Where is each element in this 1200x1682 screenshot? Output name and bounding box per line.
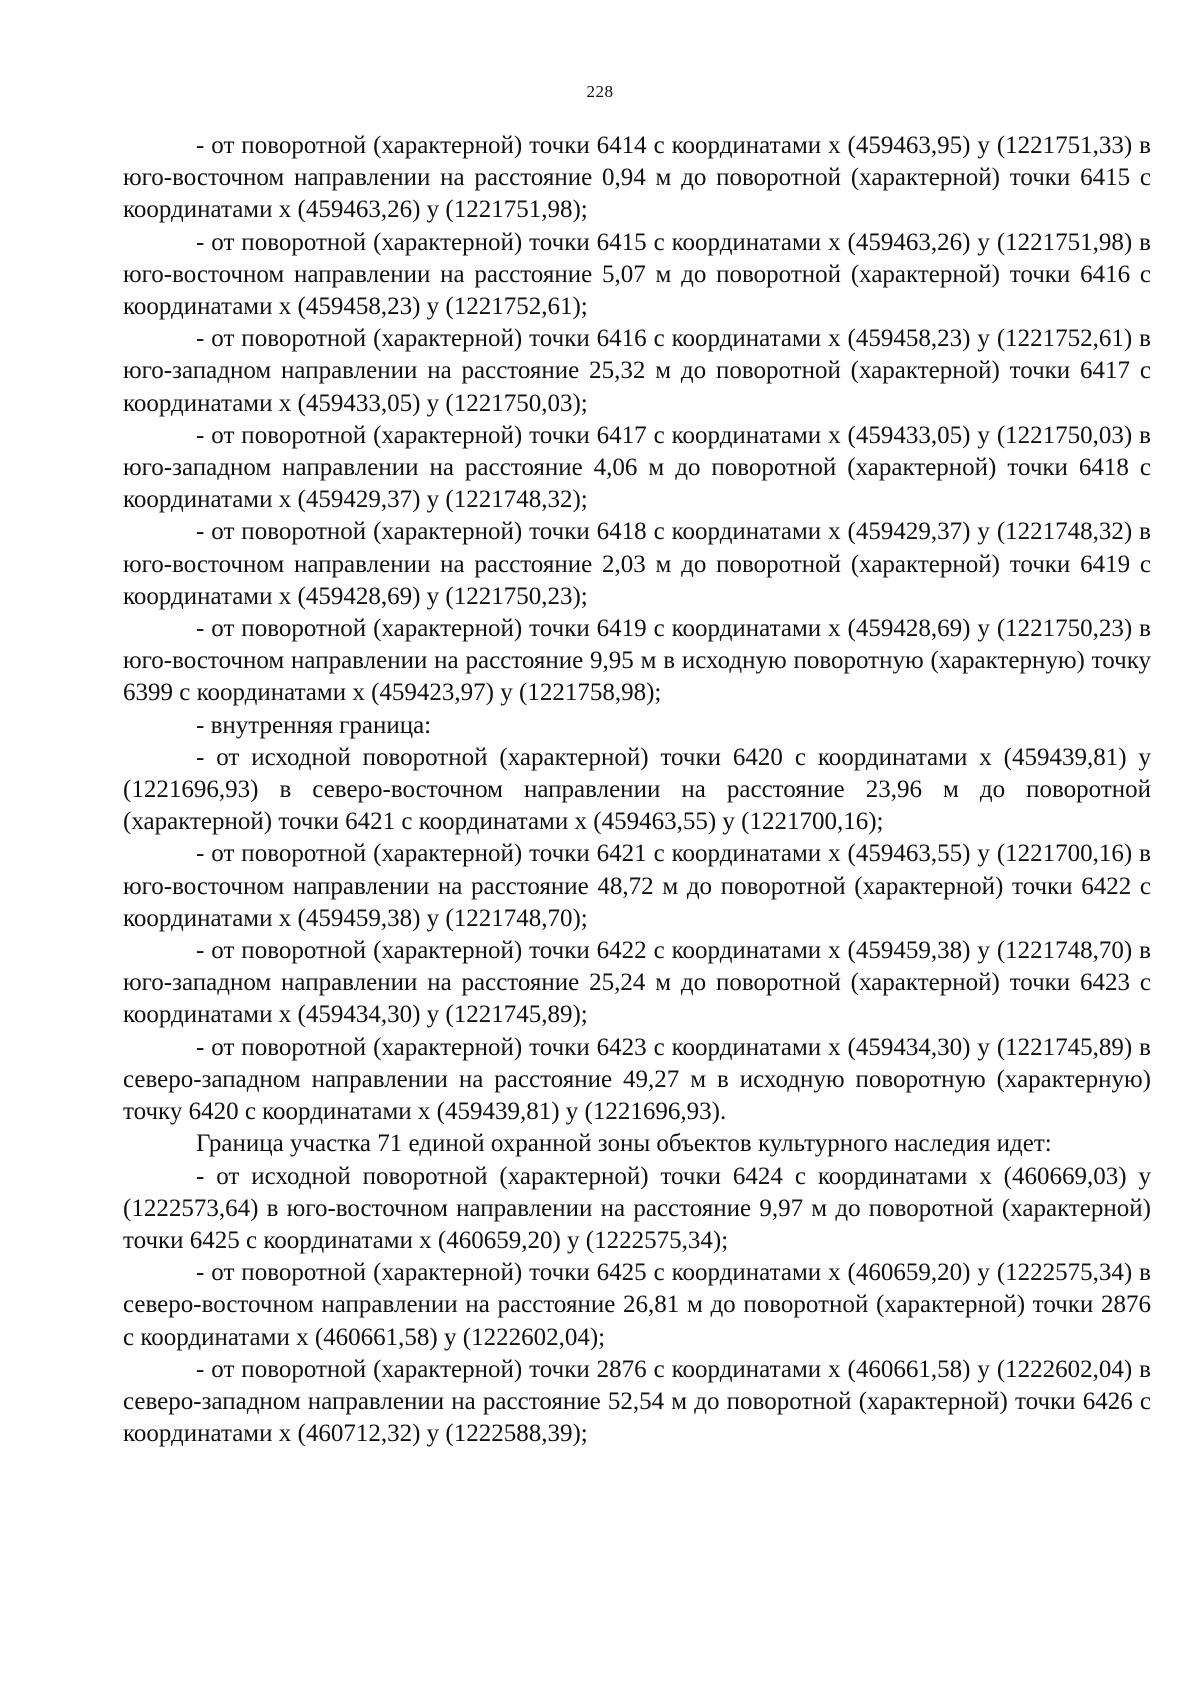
paragraph-point-6424: - от исходной поворотной (характерной) точки 6424 с координатами х (460669,03) у (1222573,64) в юго-восточном направлении на расстояние 9,97 м до поворотной (характерной) точки 6425 с координатами х (460659,20) у (1222575,34);: [123, 1162, 1151, 1254]
paragraph-point-6425: - от поворотной (характерной) точки 6425 с координатами х (460659,20) у (1222575,34) в северо-восточном направлении на расстояние 26,81 м до поворотной (характерной) точки 2876 с координатами х (460661,58) у (1222602,04);: [123, 1259, 1151, 1351]
paragraph-point-6418: - от поворотной (характерной) точки 6418 с координатами х (459429,37) у (1221748,32) в юго-восточном направлении на расстояние 2,03 м до поворотной (характерной) точки 6419 с координатами х (459428,69) у (1221750,23);: [123, 518, 1151, 610]
paragraph-point-2876: - от поворотной (характерной) точки 2876 с координатами х (460661,58) у (1222602,04) в северо-западном направлении на расстояние 52,54 м до поворотной (характерной) точки 6426 с координатами х (460712,32) у (1222588,39);: [123, 1355, 1151, 1448]
paragraph-point-6421: - от поворотной (характерной) точки 6421 с координатами х (459463,55) у (1221700,16) в юго-восточном направлении на расстояние 48,72 м до поворотной (характерной) точки 6422 с координатами х (459459,38) у (1221748,70);: [123, 840, 1151, 932]
paragraph-point-6415: - от поворотной (характерной) точки 6415 с координатами х (459463,26) у (1221751,98) в юго-восточном направлении на расстояние 5,07 м до поворотной (характерной) точки 6416 с координатами х (459458,23) у (1221752,61);: [123, 228, 1151, 321]
paragraph-inner-boundary-heading: - внутренняя граница:: [196, 711, 432, 739]
paragraph-point-6419: - от поворотной (характерной) точки 6419 с координатами х (459428,69) у (1221750,23) в юго-восточном направлении на расстояние 9,95 м в исходную поворотную (характерную) точку 6399 с координатами х (459423,97) у (1221758,98);: [123, 615, 1151, 707]
paragraph-section-71-intro: Граница участка 71 единой охранной зоны объектов культурного наследия идет:: [196, 1130, 1052, 1158]
page-number: 228: [586, 82, 614, 101]
paragraph-point-6417: - от поворотной (характерной) точки 6417 с координатами х (459433,05) у (1221750,03) в юго-западном направлении на расстояние 4,06 м до поворотной (характерной) точки 6418 с координатами х (459429,37) у (1221748,32);: [123, 421, 1151, 514]
paragraph-point-6422: - от поворотной (характерной) точки 6422 с координатами х (459459,38) у (1221748,70) в юго-западном направлении на расстояние 25,24 м до поворотной (характерной) точки 6423 с координатами х (459434,30) у (1221745,89);: [123, 937, 1151, 1029]
paragraph-point-6414: - от поворотной (характерной) точки 6414 с координатами х (459463,95) у (1221751,33) в юго-восточном направлении на расстояние 0,94 м до поворотной (характерной) точки 6415 с координатами х (459463,26) у (1221751,98);: [123, 132, 1151, 224]
paragraph-point-6420: - от исходной поворотной (характерной) точки 6420 с координатами х (459439,81) у (1221696,93) в северо-восточном направлении на расстояние 23,96 м до поворотной (характерной) точки 6421 с координатами х (459463,55) у (1221700,16);: [123, 743, 1151, 836]
document-body: [123, 130, 1151, 1450]
paragraph-point-6423: - от поворотной (характерной) точки 6423 с координатами х (459434,30) у (1221745,89) в северо-западном направлении на расстояние 49,27 м в исходную поворотную (характерную) точку 6420 с координатами х (459439,81) у (1221696,93).: [123, 1033, 1151, 1126]
paragraph-point-6416: - от поворотной (характерной) точки 6416 с координатами х (459458,23) у (1221752,61) в юго-западном направлении на расстояние 25,32 м до поворотной (характерной) точки 6417 с координатами х (459433,05) у (1221750,03);: [123, 325, 1151, 417]
